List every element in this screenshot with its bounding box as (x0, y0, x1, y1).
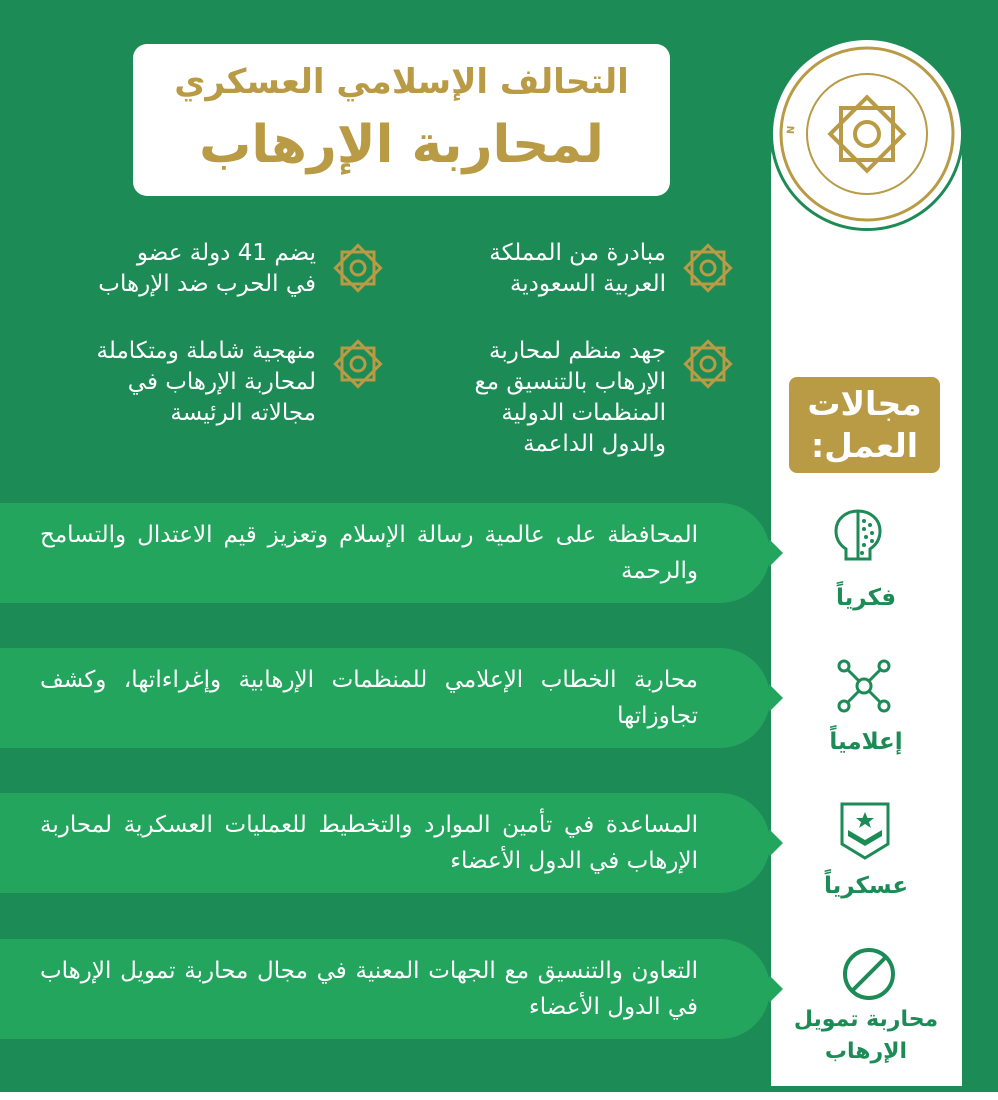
feature-line: مبادرة من المملكة (489, 240, 666, 266)
area-label-military: عسكرياً (823, 873, 909, 899)
feature-line: في الحرب ضد الإرهاب (98, 271, 316, 297)
feature-member-states (98, 238, 316, 300)
feature-line: الإرهاب بالتنسيق مع (474, 369, 666, 395)
fields-title-line-2: العمل: (810, 426, 919, 465)
brain-icon (826, 503, 890, 567)
feature-saudi-initiative (489, 238, 666, 300)
area-text: التعاون والتنسيق مع الجهات المعنية في مجال محاربة تمويل الإرهاب في الدول الأعضاء (40, 958, 698, 1020)
band-arrow (769, 975, 783, 1003)
fields-of-work-title (789, 377, 940, 473)
fields-title-line-1: مجالات (807, 384, 922, 423)
feature-line: والدول الداعمة (523, 431, 666, 457)
band-arrow (769, 539, 783, 567)
bottom-divider (0, 1092, 998, 1100)
feature-line: المنظمات الدولية (501, 400, 666, 426)
feature-line: مجالاته الرئيسة (170, 400, 316, 426)
area-band-intellectual (0, 503, 770, 603)
feature-line: جهد منظم لمحاربة (489, 338, 666, 364)
area-band-military (0, 793, 770, 893)
band-arrow (769, 684, 783, 712)
area-text: المحافظة على عالمية رسالة الإسلام وتعزيز قيم الاعتدال والتسامح والرحمة (40, 522, 698, 584)
area-label-intellectual: فكرياً (835, 585, 896, 611)
area-label-terror-financing: محاربة تمويل الإرهاب (793, 1007, 939, 1064)
feature-line: لمحاربة الإرهاب في (127, 369, 316, 395)
network-icon (834, 656, 894, 716)
title-box (133, 44, 670, 196)
area-band-terror-financing (0, 939, 770, 1039)
feature-line: منهجية شاملة ومتكاملة (96, 338, 316, 364)
star-ornament-icon (330, 336, 386, 392)
emblem-seal-icon (773, 40, 961, 228)
coalition-emblem-logo (773, 40, 961, 228)
feature-organized-effort (474, 336, 666, 460)
title-line-2: لمحاربة الإرهاب (199, 115, 604, 175)
area-band-media (0, 648, 770, 748)
svg-text:ISLAMIC MILITARY COUNTER TERRO: N (785, 124, 798, 135)
area-label-media: إعلامياً (829, 729, 903, 755)
area-text: محاربة الخطاب الإعلامي للمنظمات الإرهابية وإغراءاتها، وكشف تجاوزاتها (40, 667, 698, 729)
feature-comprehensive-methodology (97, 336, 317, 429)
title-line-1: التحالف الإسلامي العسكري (174, 62, 629, 102)
star-ornament-icon (680, 336, 736, 392)
feature-line: العربية السعودية (509, 271, 666, 297)
star-ornament-icon (680, 240, 736, 296)
feature-line: يضم 41 دولة عضو (136, 240, 316, 266)
star-ornament-icon (330, 240, 386, 296)
military-rank-icon (836, 800, 894, 862)
area-text: المساعدة في تأمين الموارد والتخطيط للعمليات العسكرية لمحاربة الإرهاب في الدول الأعضاء (40, 812, 698, 874)
band-arrow (769, 829, 783, 857)
prohibited-icon (840, 945, 898, 1003)
